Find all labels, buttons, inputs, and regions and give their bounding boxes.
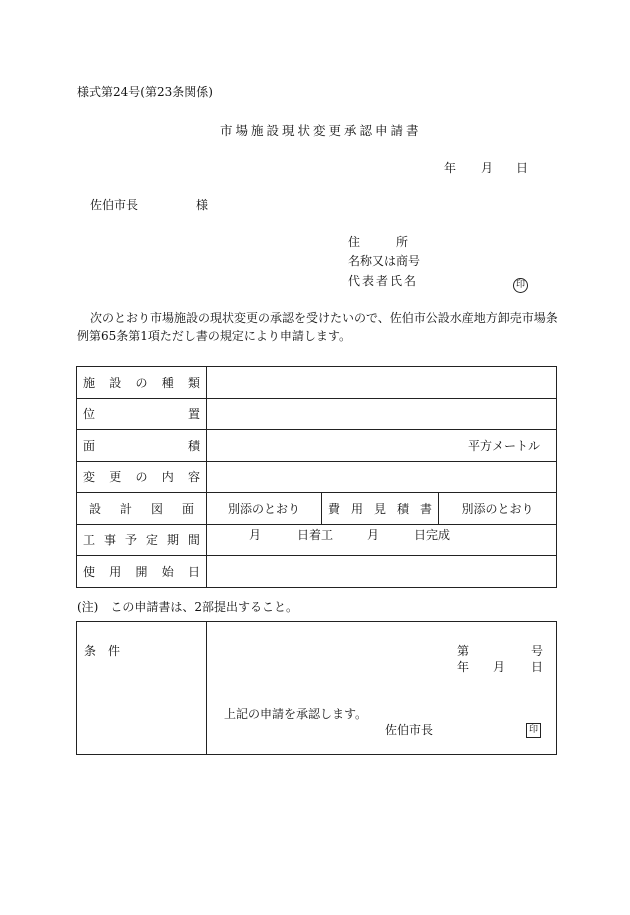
date-month: 月: [481, 161, 494, 175]
period-day-end: 日完成: [414, 527, 451, 542]
change-content-value[interactable]: [207, 461, 557, 493]
table-row: [77, 461, 557, 493]
approval-seal: 印: [526, 722, 541, 738]
period-month-end: 月: [367, 527, 380, 542]
area-unit: 平方メートル: [468, 438, 541, 453]
body-text-line1: 次のとおり市場施設の現状変更の承認を受けたいので、佐伯市公設水産地方卸売市場条: [90, 311, 558, 325]
application-table: [76, 366, 557, 588]
date-year: 年: [444, 161, 457, 175]
work-period-label: 工 事 予 定 期 間: [77, 524, 207, 556]
work-period-value[interactable]: [207, 524, 557, 556]
area-value[interactable]: [207, 430, 557, 462]
start-date-value[interactable]: [207, 556, 557, 588]
approval-year: 年: [457, 660, 470, 674]
conditions-label: 条 件: [84, 644, 121, 658]
facility-type-label: [77, 367, 207, 399]
area-label: 面 積: [77, 430, 207, 462]
approval-statement: 上記の申請を承認します。: [224, 707, 368, 721]
approval-day: 日: [531, 660, 544, 674]
location-label: 位 置: [77, 398, 207, 430]
change-content-label: 変 更 の 内 容: [77, 461, 207, 493]
conditions-cell: [77, 622, 207, 755]
number-prefix: 第: [457, 644, 470, 658]
approval-mayor: 佐伯市長: [385, 723, 434, 737]
seal-mark: 印: [513, 274, 528, 293]
cost-estimate-label: 費 用 見 積 書: [322, 493, 439, 525]
table-row: [77, 524, 557, 556]
period-day-start: 日着工: [297, 527, 334, 542]
cost-estimate-value[interactable]: 別添のとおり: [439, 493, 557, 525]
body-text-line2: 例第65条第1項ただし書の規定により申請します。: [77, 329, 351, 343]
number-suffix: 号: [531, 644, 544, 658]
period-month-start: 月: [249, 527, 262, 542]
page-title: 市場施設現状変更承認申請書: [220, 123, 422, 138]
table-row: [77, 556, 557, 588]
start-date-label: 使 用 開 始 日: [77, 556, 207, 588]
form-number: 様式第24号(第23条関係): [77, 85, 213, 99]
approval-box: [76, 621, 557, 755]
addressee-name: 佐伯市長: [90, 198, 139, 212]
label-chars: 施 設 の 種 類: [83, 375, 200, 390]
design-drawing-label: 設 計 図 面: [77, 493, 207, 525]
name-label: 名称又は商号: [348, 254, 421, 268]
design-drawing-value[interactable]: 別添のとおり: [207, 493, 322, 525]
approval-cell[interactable]: [207, 622, 557, 755]
representative-label: 代表者氏名: [348, 274, 419, 288]
table-row: [77, 430, 557, 462]
table-row: [77, 367, 557, 399]
addressee-honorific: 様: [196, 198, 209, 212]
location-value[interactable]: [207, 398, 557, 430]
approval-month: 月: [493, 660, 506, 674]
note-text: (注) この申請書は、2部提出すること。: [77, 600, 298, 614]
table-row: [77, 398, 557, 430]
facility-type-value[interactable]: [207, 367, 557, 399]
date-day: 日: [516, 161, 529, 175]
table-row: [77, 493, 557, 525]
address-label: 住 所: [348, 235, 409, 249]
